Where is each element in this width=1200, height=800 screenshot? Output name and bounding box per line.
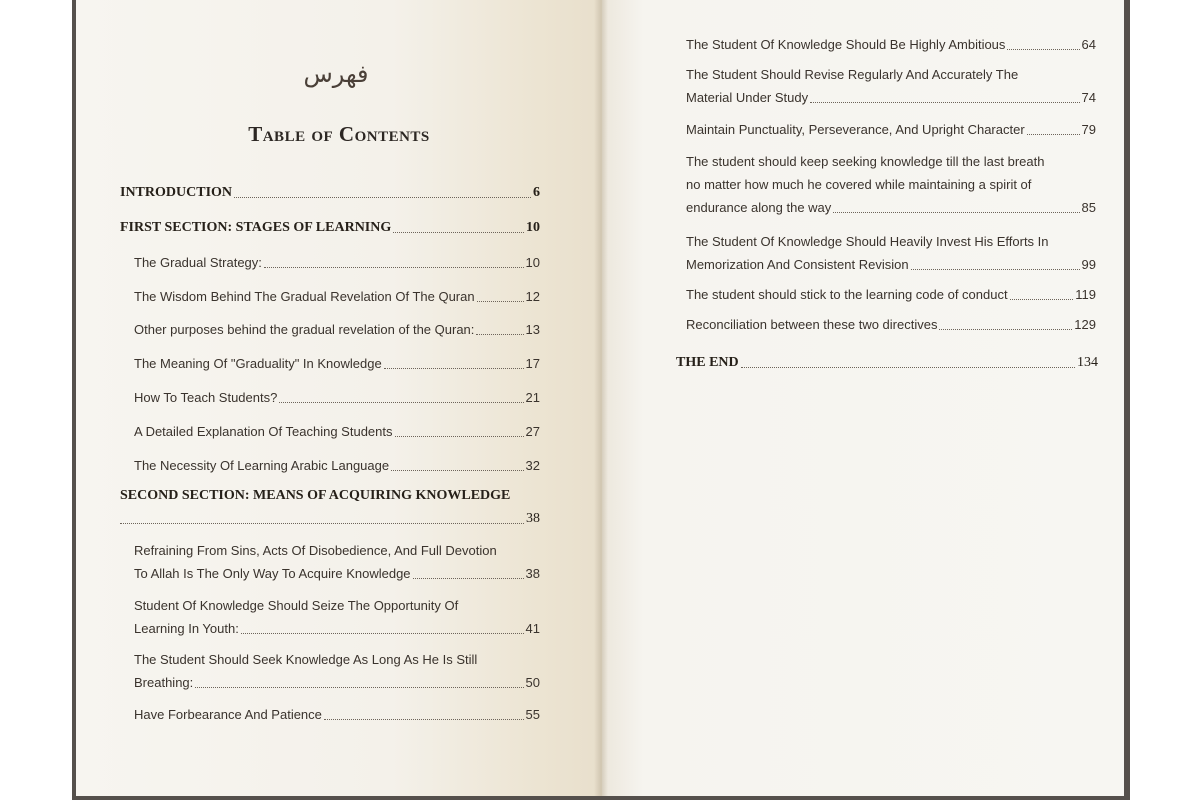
entry-title-cont: endurance along the way bbox=[686, 200, 832, 215]
page-title: Table of Contents bbox=[248, 122, 430, 146]
toc-entry[interactable] bbox=[134, 386, 540, 409]
leader-dots bbox=[391, 470, 523, 471]
leader-dots bbox=[477, 301, 524, 302]
toc-entry[interactable] bbox=[120, 484, 540, 530]
entry-title: The Student Should Revise Regularly And Accurately The bbox=[686, 67, 1019, 82]
toc-entry[interactable] bbox=[686, 313, 1096, 336]
entry-title: A Detailed Explanation Of Teaching Students bbox=[134, 424, 393, 439]
leader-dots bbox=[833, 212, 1079, 213]
entry-title: Other purposes behind the gradual revelation of the Quran: bbox=[134, 322, 475, 337]
entry-page: 134 bbox=[1077, 355, 1098, 370]
toc-entry[interactable] bbox=[134, 648, 540, 694]
entry-page: 38 bbox=[526, 511, 540, 526]
entry-title: The Meaning Of "Graduality" In Knowledge bbox=[134, 356, 382, 371]
toc-entry[interactable] bbox=[134, 285, 540, 308]
open-book bbox=[76, 0, 1124, 796]
entry-title: Refraining From Sins, Acts Of Disobedience, And Full Devotion bbox=[134, 543, 497, 558]
leader-dots bbox=[1007, 49, 1079, 50]
entry-page: 50 bbox=[525, 675, 540, 690]
entry-title-mid: no matter how much he covered while maintaining a spirit of bbox=[686, 177, 1032, 192]
leader-dots bbox=[810, 102, 1079, 103]
leader-dots bbox=[234, 197, 531, 198]
entry-title: The Student Of Knowledge Should Be Highly Ambitious bbox=[686, 37, 1006, 52]
toc-entry[interactable] bbox=[686, 33, 1096, 56]
leader-dots bbox=[279, 402, 523, 403]
entry-page: 6 bbox=[533, 185, 540, 200]
entry-page: 21 bbox=[525, 390, 540, 405]
leader-dots bbox=[264, 267, 524, 268]
toc-entry[interactable] bbox=[134, 539, 540, 585]
leader-dots bbox=[241, 633, 524, 634]
entry-page: 79 bbox=[1081, 122, 1096, 137]
entry-title: SECOND SECTION: MEANS OF ACQUIRING KNOWLEDGE bbox=[120, 488, 511, 503]
entry-title-cont: Material Under Study bbox=[686, 90, 809, 105]
toc-entry[interactable] bbox=[120, 216, 540, 239]
leader-dots bbox=[741, 367, 1075, 368]
leader-dots bbox=[1027, 134, 1080, 135]
entry-title-cont: Memorization And Consistent Revision bbox=[686, 257, 909, 272]
entry-title: How To Teach Students? bbox=[134, 390, 278, 405]
entry-title: THE END bbox=[676, 355, 739, 370]
entry-page: 27 bbox=[525, 424, 540, 439]
entry-page: 129 bbox=[1074, 317, 1096, 332]
toc-entry[interactable] bbox=[134, 703, 540, 726]
entry-title-cont: Breathing: bbox=[134, 675, 194, 690]
entry-title: The Necessity Of Learning Arabic Language bbox=[134, 458, 390, 473]
toc-entry[interactable] bbox=[134, 318, 540, 341]
entry-page: 55 bbox=[525, 707, 540, 722]
arabic-heading bbox=[291, 60, 381, 92]
entry-page: 32 bbox=[525, 458, 540, 473]
entry-title: Reconciliation between these two directives bbox=[686, 317, 938, 332]
toc-entry[interactable] bbox=[134, 251, 540, 274]
entry-title: Have Forbearance And Patience bbox=[134, 707, 322, 722]
arabic-heading-text: فهرس bbox=[303, 60, 369, 88]
entry-title: The Wisdom Behind The Gradual Revelation Of The Quran bbox=[134, 289, 475, 304]
entry-title: Maintain Punctuality, Perseverance, And Upright Character bbox=[686, 122, 1025, 137]
entry-title-cont: To Allah Is The Only Way To Acquire Knowledge bbox=[134, 566, 411, 581]
toc-entry[interactable] bbox=[686, 230, 1096, 276]
entry-page: 13 bbox=[525, 322, 540, 337]
toc-entry[interactable] bbox=[134, 352, 540, 375]
toc-entry[interactable] bbox=[676, 351, 1098, 374]
toc-entry[interactable] bbox=[686, 150, 1096, 219]
toc-entry[interactable] bbox=[686, 283, 1096, 306]
entry-page: 74 bbox=[1081, 90, 1096, 105]
entry-page: 64 bbox=[1081, 37, 1096, 52]
leader-dots bbox=[384, 368, 524, 369]
toc-entry[interactable] bbox=[686, 63, 1096, 109]
leader-dots bbox=[195, 687, 523, 688]
entry-page: 38 bbox=[525, 566, 540, 581]
leader-dots bbox=[395, 436, 524, 437]
entry-title: The Student Should Seek Knowledge As Long As He Is Still bbox=[134, 652, 478, 667]
entry-title: Student Of Knowledge Should Seize The Opportunity Of bbox=[134, 598, 459, 613]
entry-page: 10 bbox=[526, 220, 540, 235]
toc-entry[interactable] bbox=[134, 594, 540, 640]
entry-page: 41 bbox=[525, 621, 540, 636]
entry-page: 12 bbox=[525, 289, 540, 304]
toc-entry[interactable] bbox=[686, 118, 1096, 141]
entry-title-cont: Learning In Youth: bbox=[134, 621, 239, 636]
entry-title: The student should keep seeking knowledge till the last breath bbox=[686, 154, 1045, 169]
entry-title: The student should stick to the learning code of conduct bbox=[686, 287, 1008, 302]
toc-entry[interactable] bbox=[134, 420, 540, 443]
entry-title: The Gradual Strategy: bbox=[134, 255, 262, 270]
entry-page: 10 bbox=[525, 255, 540, 270]
leader-dots bbox=[324, 719, 524, 720]
leader-dots bbox=[393, 232, 524, 233]
entry-title: FIRST SECTION: STAGES OF LEARNING bbox=[120, 220, 392, 235]
book-gutter bbox=[594, 0, 608, 796]
leader-dots bbox=[476, 334, 523, 335]
leader-dots bbox=[939, 329, 1072, 330]
leader-dots bbox=[911, 269, 1080, 270]
toc-entry[interactable] bbox=[120, 181, 540, 204]
leader-dots bbox=[413, 578, 524, 579]
entry-title: INTRODUCTION bbox=[120, 185, 233, 200]
toc-entry[interactable] bbox=[134, 454, 540, 477]
entry-page: 119 bbox=[1075, 287, 1096, 302]
entry-page: 17 bbox=[525, 356, 540, 371]
leader-dots bbox=[120, 523, 524, 524]
entry-title: The Student Of Knowledge Should Heavily Invest His Efforts In bbox=[686, 234, 1049, 249]
entry-page: 85 bbox=[1081, 200, 1096, 215]
leader-dots bbox=[1010, 299, 1074, 300]
entry-page: 99 bbox=[1081, 257, 1096, 272]
